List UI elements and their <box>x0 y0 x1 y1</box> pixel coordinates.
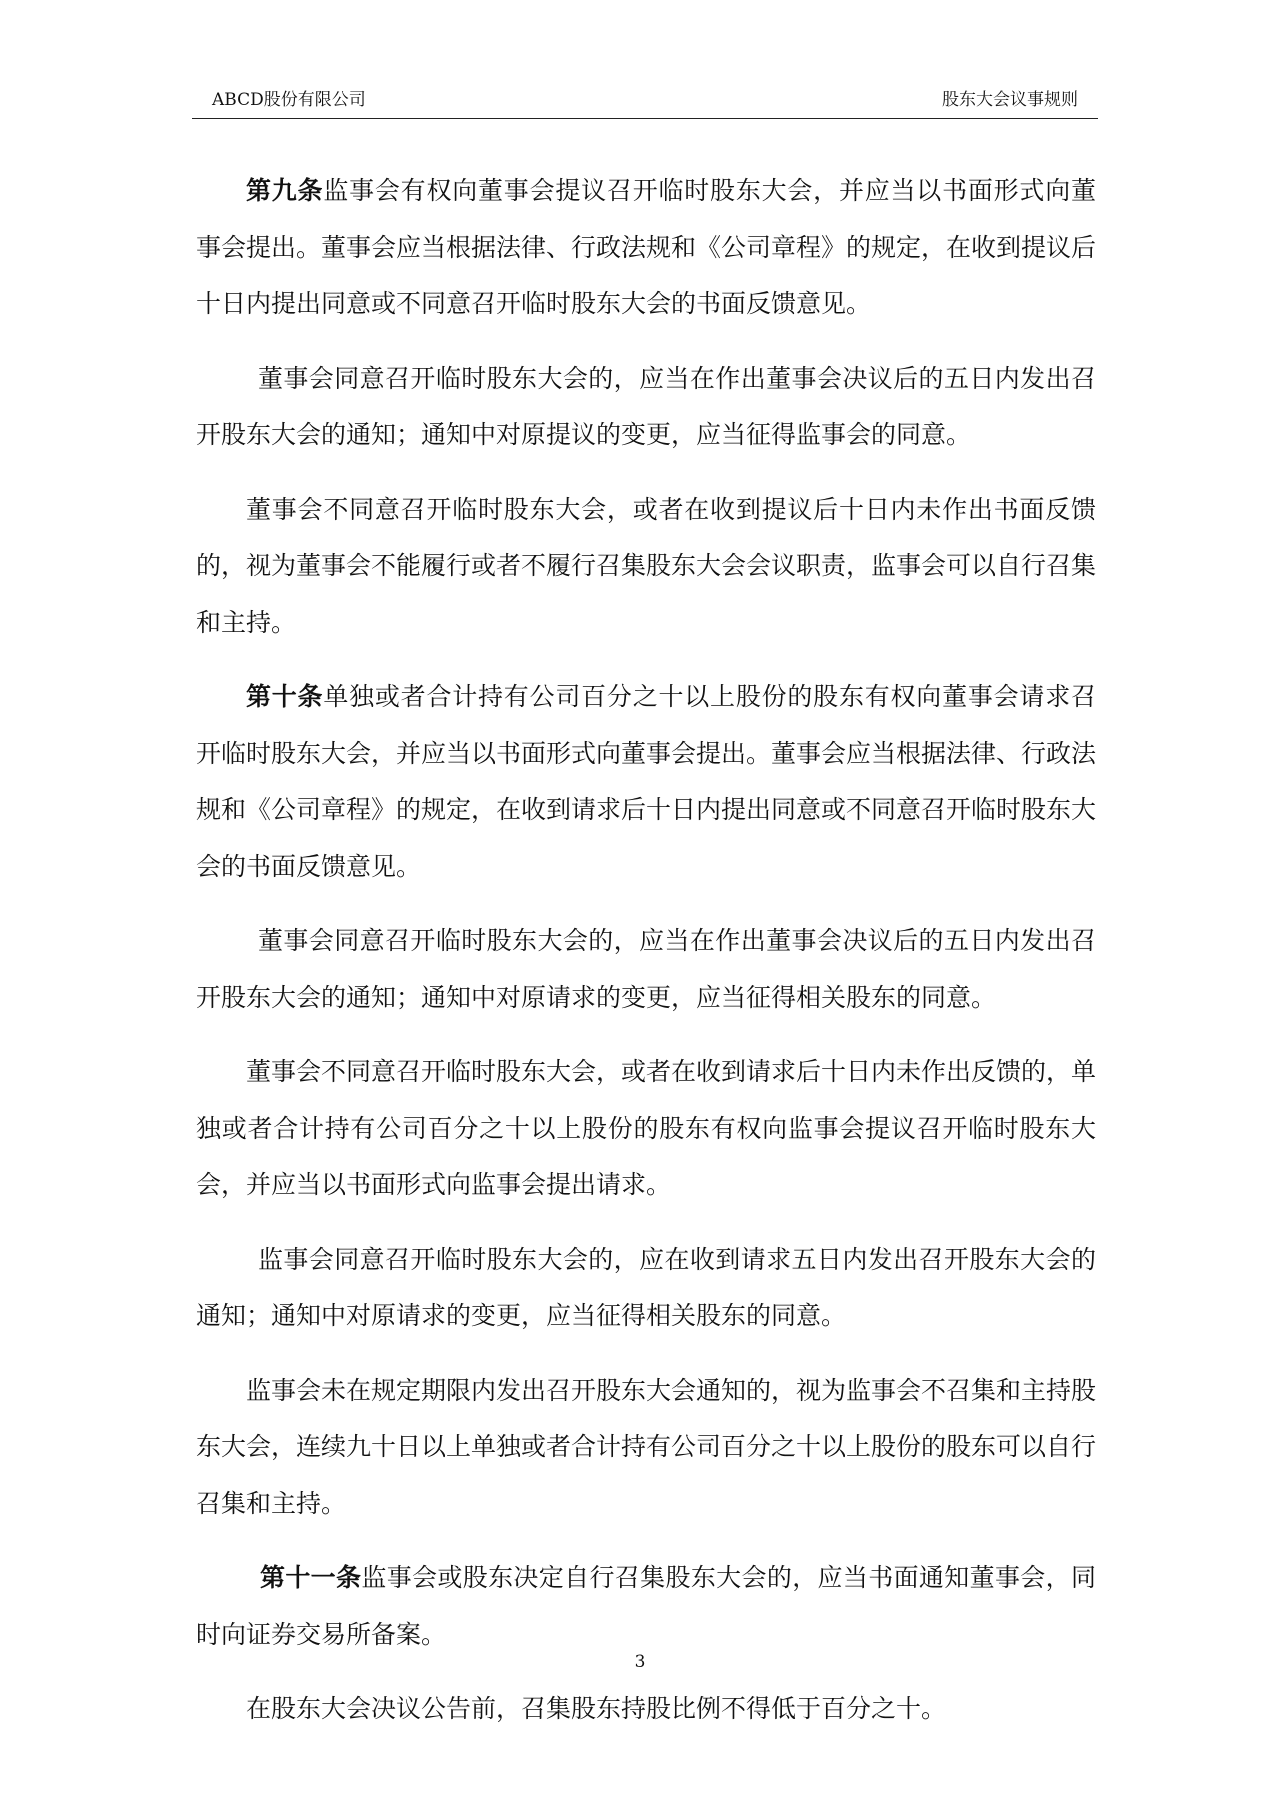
paragraph <box>196 1044 1096 1214</box>
article-9-paragraph <box>196 163 1096 333</box>
paragraph-text: 董事会不同意召开临时股东大会，或者在收到提议后十日内未作出书面反馈的，视为董事会不能履行或者不履行召集股东大会会议职责，监事会可以自行召集和主持。 <box>196 494 1097 637</box>
article-11-paragraph <box>196 1550 1096 1663</box>
article-10-heading: 第十条 <box>246 682 324 711</box>
paragraph-text: 监事会未在规定期限内发出召开股东大会通知的，视为监事会不召集和主持股东大会，连续九十日以上单独或者合计持有公司百分之十以上股份的股东可以自行召集和主持。 <box>196 1375 1097 1518</box>
article-10-paragraph <box>196 669 1096 895</box>
header-company-name: ABCD股份有限公司 <box>212 90 366 110</box>
paragraph-text: 董事会不同意召开临时股东大会，或者在收到请求后十日内未作出反馈的，单独或者合计持有公司百分之十以上股份的股东有权向监事会提议召开临时股东大会，并应当以书面形式向监事会提出请求。 <box>196 1057 1097 1199</box>
article-9-text: 监事会有权向董事会提议召开临时股东大会，并应当以书面形式向董事会提出。董事会应当根据法律、行政法规和《公司章程》的规定，在收到提议后十日内提出同意或不同意召开临时股东大会的书面反馈意见。 <box>196 176 1097 318</box>
header-document-title: 股东大会议事规则 <box>942 90 1078 110</box>
paragraph <box>196 1363 1096 1533</box>
paragraph <box>196 1681 1096 1738</box>
document-body <box>196 163 1096 1756</box>
article-11-text: 监事会或股东决定自行召集股东大会的，应当书面通知董事会，同时向证券交易所备案。 <box>196 1563 1096 1649</box>
paragraph-text: 董事会同意召开临时股东大会的，应当在作出董事会决议后的五日内发出召开股东大会的通知；通知中对原提议的变更，应当征得监事会的同意。 <box>196 363 1096 449</box>
paragraph <box>196 913 1096 1026</box>
paragraph-text: 在股东大会决议公告前，召集股东持股比例不得低于百分之十。 <box>246 1694 947 1723</box>
paragraph <box>196 482 1096 652</box>
paragraph-text: 董事会同意召开临时股东大会的，应当在作出董事会决议后的五日内发出召开股东大会的通知；通知中对原请求的变更，应当征得相关股东的同意。 <box>196 926 1096 1012</box>
article-9-heading: 第九条 <box>246 176 324 205</box>
paragraph <box>196 1232 1096 1345</box>
paragraph-text: 监事会同意召开临时股东大会的，应在收到请求五日内发出召开股东大会的通知；通知中对原请求的变更，应当征得相关股东的同意。 <box>196 1244 1096 1330</box>
paragraph <box>196 351 1096 464</box>
page-number: 3 <box>634 1652 646 1672</box>
page-header <box>192 90 1098 119</box>
article-11-heading: 第十一条 <box>260 1563 362 1592</box>
article-10-text: 单独或者合计持有公司百分之十以上股份的股东有权向董事会请求召开临时股东大会，并应当以书面形式向董事会提出。董事会应当根据法律、行政法规和《公司章程》的规定，在收到请求后十日内提出同意或不同意召开临时股东大会的书面反馈意见。 <box>196 682 1097 881</box>
